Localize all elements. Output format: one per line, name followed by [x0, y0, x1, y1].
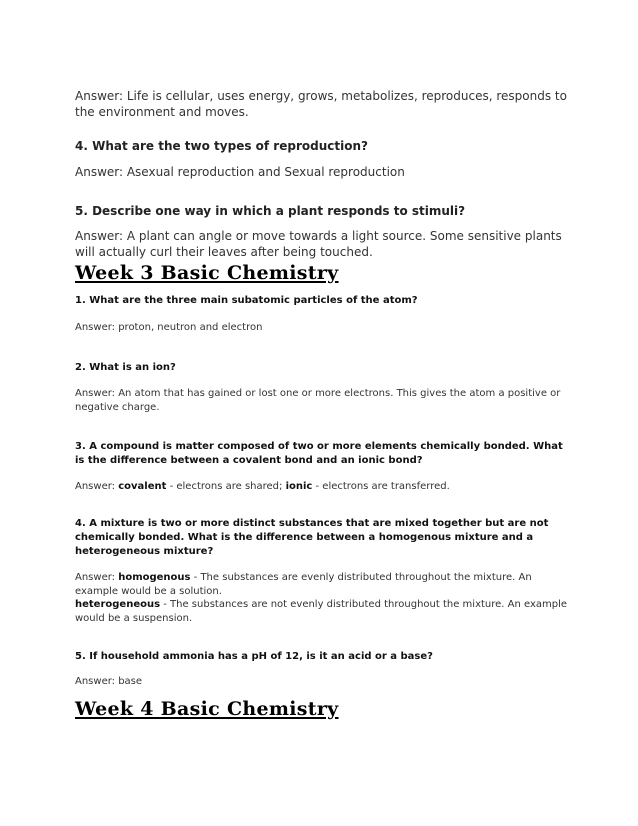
- week3-answer-3: [75, 480, 570, 494]
- week3-answer-5: Answer: base: [75, 676, 143, 687]
- answer-4-reproduction: Answer: Asexual reproduction and Sexual reproduction: [75, 165, 405, 179]
- answer-life-characteristics: Answer: Life is cellular, uses energy, grows, metabolizes, reproduces, responds to the environment and moves.: [75, 89, 567, 119]
- term-homogenous: homogenous: [118, 572, 191, 583]
- week3-answer-2: Answer: An atom that has gained or lost one or more electrons. This gives the atom a positive or negative charge.: [75, 388, 561, 413]
- week3-answer-1: Answer: proton, neutron and electron: [75, 322, 263, 333]
- week3-question-5: 5. If household ammonia has a pH of 12, is it an acid or a base?: [75, 651, 433, 662]
- week-3-heading: Week 3 Basic Chemistry: [75, 262, 339, 284]
- week-4-heading: Week 4 Basic Chemistry: [75, 698, 339, 720]
- definition-homogenous: - The substances are evenly distributed throughout the mixture. An example would be a solution.: [75, 572, 532, 597]
- question-5-plant-stimuli: 5. Describe one way in which a plant responds to stimuli?: [75, 204, 466, 218]
- answer-heterogeneous: [75, 598, 570, 625]
- term-covalent: covalent: [118, 481, 167, 492]
- answer-prefix: Answer:: [75, 572, 119, 583]
- definition-ionic: - electrons are transferred.: [312, 481, 450, 492]
- term-ionic: ionic: [285, 481, 313, 492]
- definition-heterogeneous: - The substances are not evenly distributed throughout the mixture. An example would be a suspension.: [75, 599, 568, 624]
- answer-5-plant-stimuli: Answer: A plant can angle or move towards a light source. Some sensitive plants will actually curl their leaves after being touched.: [75, 229, 562, 259]
- answer-prefix: Answer:: [75, 481, 119, 492]
- week3-question-3: 3. A compound is matter composed of two or more elements chemically bonded. What is the difference between a covalent bond and an ionic bond?: [75, 441, 563, 466]
- week3-answer-4: [75, 571, 570, 625]
- term-heterogeneous: heterogeneous: [75, 599, 161, 610]
- answer-homogenous: [75, 571, 570, 598]
- definition-covalent: - electrons are shared;: [166, 481, 286, 492]
- question-4-reproduction: 4. What are the two types of reproduction?: [75, 139, 368, 153]
- week3-question-4: 4. A mixture is two or more distinct substances that are mixed together but are not chemically bonded. What is the difference between a homogenous mixture and a heterogeneous mixture?: [75, 518, 549, 557]
- week3-question-2: 2. What is an ion?: [75, 362, 176, 373]
- week3-question-1: 1. What are the three main subatomic particles of the atom?: [75, 295, 418, 306]
